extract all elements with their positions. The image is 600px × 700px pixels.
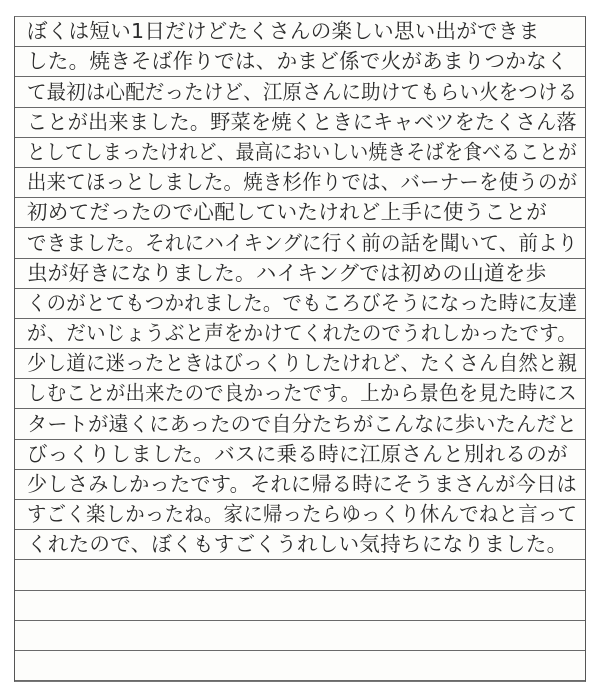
essay-line bbox=[15, 77, 585, 107]
essay-line-text: としてしまったけれど、最高においしい焼きそばを食べることが bbox=[27, 139, 578, 164]
essay-line-text: しむことが出来たので良かったです。上から景色を見た時にス bbox=[27, 381, 577, 406]
essay-line-text: くれたので、ぼくもすごくうれしい気持ちになりました。 bbox=[27, 532, 568, 557]
essay-line-text: タートが遠くにあったので自分たちがこんなに歩いたんだと bbox=[27, 411, 578, 436]
essay-line bbox=[15, 228, 585, 258]
essay-line bbox=[15, 138, 585, 168]
essay-line-text: した。焼きそば作りでは、かまど係で火があまりつかなく bbox=[27, 49, 568, 74]
essay-line-text: 少しさみしかったです。それに帰る時にそうまさんが今日は bbox=[27, 472, 577, 496]
essay-line bbox=[15, 198, 585, 228]
essay-line-text: 出来てほっとしました。焼き杉作りでは、バーナーを使うのが bbox=[27, 170, 578, 195]
manuscript-sheet bbox=[14, 16, 586, 682]
essay-line bbox=[15, 349, 585, 379]
essay-line bbox=[15, 259, 585, 289]
essay-line-text: が、だいじょうぶと声をかけてくれたのでうれしかったです。 bbox=[27, 321, 577, 346]
essay-line-text: 虫が好きになりました。ハイキングでは初めの山道を歩 bbox=[27, 260, 547, 285]
essay-line-text: できました。それにハイキングに行く前の話を聞いて、前より bbox=[27, 230, 578, 255]
essay-line bbox=[15, 470, 585, 500]
essay-line bbox=[15, 560, 585, 590]
essay-line bbox=[15, 651, 585, 681]
essay-line bbox=[15, 440, 585, 470]
essay-line bbox=[15, 108, 585, 138]
essay-line bbox=[15, 530, 585, 560]
essay-lines bbox=[15, 17, 585, 681]
essay-line-text: ぼくは短い1日だけどたくさんの楽しい思い出ができま bbox=[27, 19, 540, 44]
essay-line bbox=[15, 379, 585, 409]
essay-line-text: 初めてだったので心配していたけれど上手に使うことが bbox=[27, 200, 547, 225]
essay-line bbox=[15, 621, 585, 651]
essay-line bbox=[15, 500, 585, 530]
essay-line-text: て最初は心配だったけど、江原さんに助けてもらい火をつける bbox=[27, 79, 578, 104]
essay-line-text: くのがとてもつかれました。でもころびそうになった時に友達 bbox=[27, 290, 578, 315]
essay-line bbox=[15, 319, 585, 349]
essay-line-text: びっくりしました。バスに乗る時に江原さんと別れるのが bbox=[27, 441, 568, 466]
essay-line-text: ことが出来ました。野菜を焼くときにキャベツをたくさん落 bbox=[27, 109, 577, 134]
essay-line bbox=[15, 409, 585, 439]
essay-line bbox=[15, 47, 585, 77]
essay-line-text: すごく楽しかったね。家に帰ったらゆっくり休んでねと言って bbox=[27, 502, 578, 527]
essay-line bbox=[15, 168, 585, 198]
essay-line bbox=[15, 591, 585, 621]
essay-line bbox=[15, 17, 585, 47]
essay-line-text: 少し道に迷ったときはびっくりしたけれど、たくさん自然と親 bbox=[27, 351, 578, 376]
essay-line bbox=[15, 289, 585, 319]
